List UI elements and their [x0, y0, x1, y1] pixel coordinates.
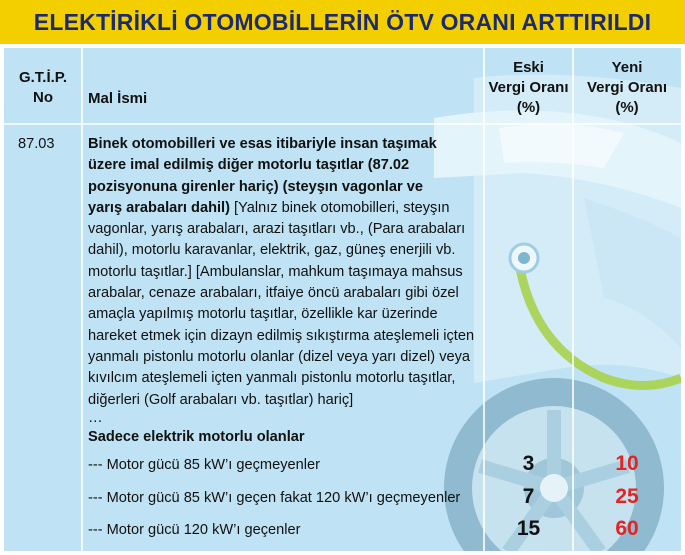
rate-row-label: --- Motor gücü 85 kW’ı geçmeyenler — [88, 457, 320, 473]
header-eski-line1: Eski — [513, 59, 544, 76]
header-mal-ismi: Mal İsmi — [88, 90, 148, 107]
header-eski-line3: (%) — [516, 99, 541, 116]
description-line: amaçla yapılmış motorlu taşıtlar, özellikle kar üzerinde — [88, 306, 438, 323]
description-line: kıvılcım ateşlemeli içten yanmalı pistonlu motorlu taşıtlar, — [88, 370, 456, 387]
new-rate: 60 — [615, 517, 639, 540]
old-rate: 7 — [522, 485, 535, 508]
description-mixed-rest: [Yalnız binek otomobilleri, steyşın — [229, 199, 450, 216]
header-yeni-line1: Yeni — [611, 59, 643, 76]
description-bold-line: Binek otomobilleri ve esas itibariyle insan taşımak — [88, 136, 437, 152]
subheading: Sadece elektrik motorlu olanlar — [88, 428, 305, 445]
description-line: vagonlar, yarış arabaları, arazi taşıtları vb., (Para arabaları — [88, 221, 466, 238]
description-line: motorlu taşıtlar.] [Ambulanslar, mahkum taşımaya mahsus — [88, 263, 463, 280]
header-eski-vergi — [484, 58, 573, 118]
description-bold-line: pozisyonuna girenler hariç) (steyşın vagonlar ve — [88, 178, 423, 195]
description-line: yanmalı pistonlu motorlu olanlar (dizel veya yarı dizel) veya — [88, 348, 471, 365]
header-yeni-vergi — [573, 58, 681, 118]
new-rate: 25 — [615, 485, 639, 508]
gtip-code: 87.03 — [18, 136, 55, 152]
old-rate: 15 — [516, 517, 541, 540]
ellipsis: … — [88, 409, 103, 426]
description — [88, 134, 482, 448]
header-gtip-line2: No — [33, 89, 53, 106]
description-mixed-line — [88, 198, 482, 219]
page-title: ELEKTİRİKLİ OTOMOBİLLERİN ÖTV ORANI ARTTIRILDI — [33, 9, 652, 35]
header-eski-line2: Vergi Oranı — [488, 79, 569, 96]
table-panel — [4, 48, 681, 551]
description-bold-line: üzere imal edilmiş diğer motorlu taşıtlar (87.02 — [88, 157, 410, 174]
header-gtip-line1: G.T.İ.P. — [18, 69, 68, 86]
description-line: diğerleri (Golf arabaları vb. taşıtlar) hariç] — [88, 391, 354, 408]
header-gtip — [4, 68, 82, 108]
rate-row-label: --- Motor gücü 120 kW’ı geçenler — [88, 522, 301, 538]
description-mixed-bold: yarış arabaları dahil) — [88, 199, 230, 216]
description-line: hareket etmek için dizayn edilmiş sıkıştırma ateşlemeli içten — [88, 327, 475, 344]
new-rate: 10 — [615, 452, 639, 475]
header-yeni-line3: (%) — [615, 99, 639, 116]
header-yeni-line2: Vergi Oranı — [586, 79, 668, 96]
rate-row-label: --- Motor gücü 85 kW’ı geçen fakat 120 kW’ı geçmeyenler — [88, 490, 461, 506]
old-rate: 3 — [522, 452, 535, 475]
description-line: dahil), motorlu karavanlar, elektrik, gaz, güneş enerjili vb. — [88, 242, 456, 259]
description-line: arabalar, cenaze arabaları, itfaiye öncü arabaları gibi özel — [88, 285, 459, 302]
